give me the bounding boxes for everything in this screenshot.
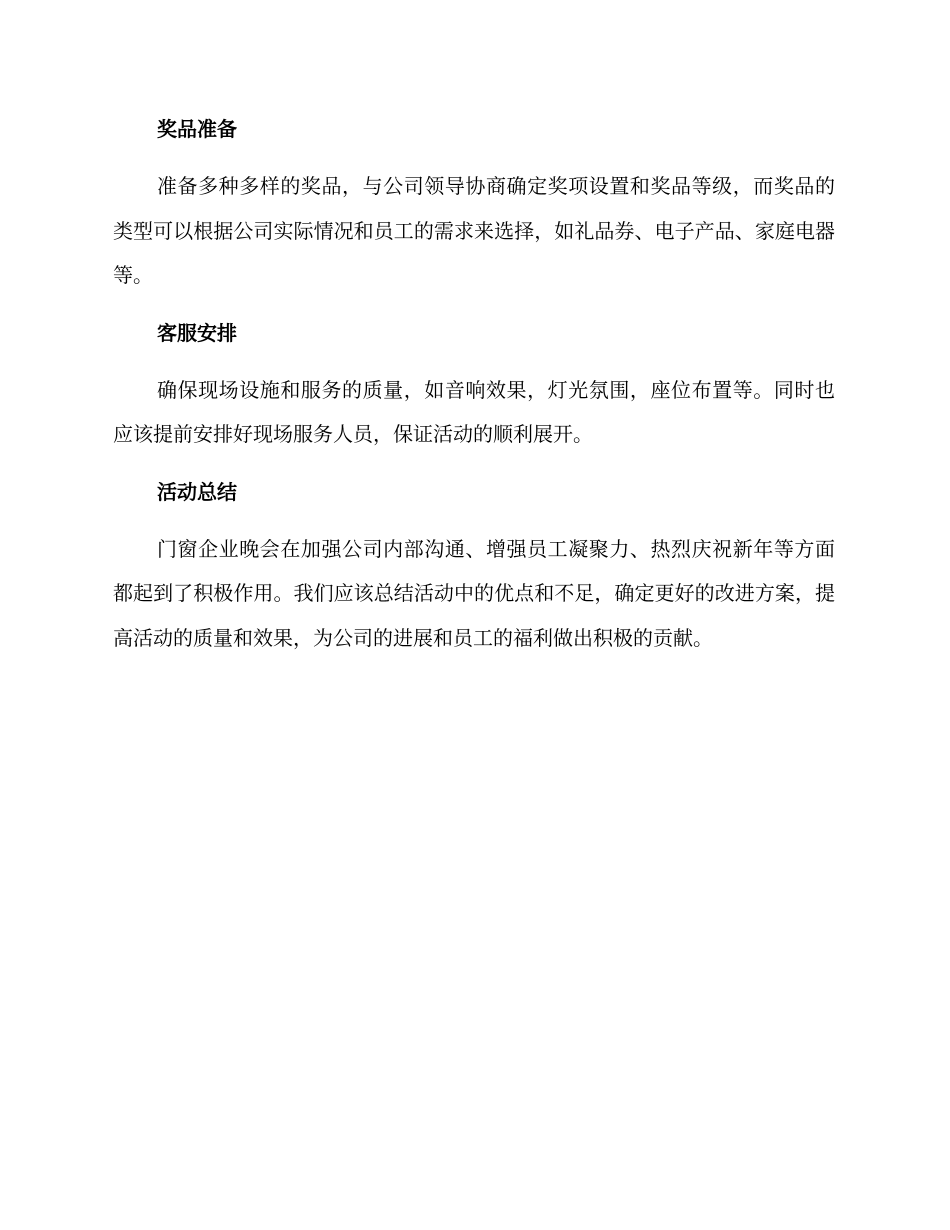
section-heading: 奖品准备 [157,117,237,141]
section-paragraph: 确保现场设施和服务的质量，如音响效果，灯光氛围，座位布置等。同时也应该提前安排好现场服务人员，保证活动的顺利展开。 [113,377,835,446]
section-service-arrangement [113,311,835,457]
document-page [113,107,835,673]
section-paragraph: 门窗企业晚会在加强公司内部沟通、增强员工凝聚力、热烈庆祝新年等方面都起到了积极作用。我们应该总结活动中的优点和不足，确定更好的改进方案，提高活动的质量和效果，为公司的进展和员工的福利做出积极的贡献。 [113,536,835,650]
section-prize-preparation [113,107,835,298]
section-heading: 客服安排 [157,320,237,345]
section-event-summary [113,470,835,661]
section-heading: 活动总结 [157,479,237,504]
section-paragraph: 准备多种多样的奖品，与公司领导协商确定奖项设置和奖品等级，而奖品的类型可以根据公司实际情况和员工的需求来选择，如礼品券、电子产品、家庭电器等。 [113,174,835,287]
